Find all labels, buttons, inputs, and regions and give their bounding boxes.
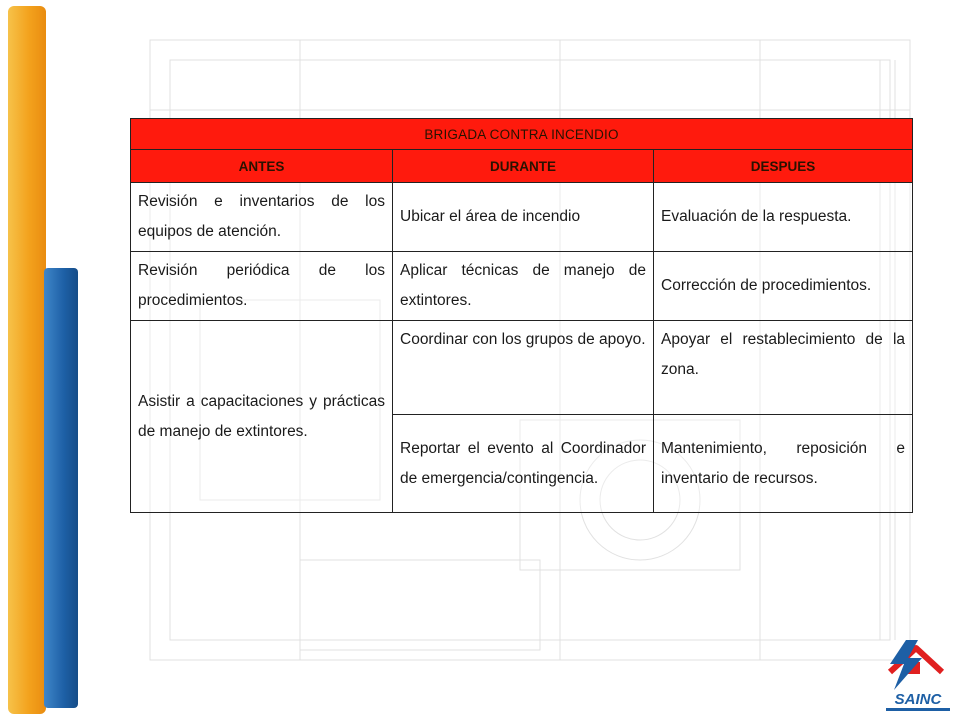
cell-despues: Apoyar el restablecimiento de la zona. [654, 321, 913, 415]
cell-antes: Asistir a capacitaciones y prácticas de manejo de extintores. [131, 321, 393, 513]
cell-despues: Evaluación de la respuesta. [654, 183, 913, 252]
decorative-blue-bar [44, 268, 78, 708]
cell-durante: Ubicar el área de incendio [393, 183, 654, 252]
column-header-durante: DURANTE [393, 150, 654, 183]
cell-durante: Aplicar técnicas de manejo de extintores. [393, 252, 654, 321]
column-header-antes: ANTES [131, 150, 393, 183]
sainc-logo [880, 634, 956, 716]
table-title: BRIGADA CONTRA INCENDIO [131, 119, 913, 150]
table-title-row [131, 119, 913, 150]
logo-text: SAINC [894, 691, 942, 708]
decorative-yellow-bar [8, 6, 46, 714]
column-header-despues: DESPUES [654, 150, 913, 183]
cell-despues: Mantenimiento, reposición e inventario de recursos. [654, 415, 913, 513]
cell-antes: Revisión periódica de los procedimientos. [131, 252, 393, 321]
cell-durante: Reportar el evento al Coordinador de emergencia/contingencia. [393, 415, 654, 513]
table-header-row [131, 150, 913, 183]
cell-antes: Revisión e inventarios de los equipos de atención. [131, 183, 393, 252]
table-row [131, 183, 913, 252]
cell-despues: Corrección de procedimientos. [654, 252, 913, 321]
table-row [131, 321, 913, 415]
cell-durante: Coordinar con los grupos de apoyo. [393, 321, 654, 415]
brigada-table [130, 118, 913, 513]
table-row [131, 252, 913, 321]
